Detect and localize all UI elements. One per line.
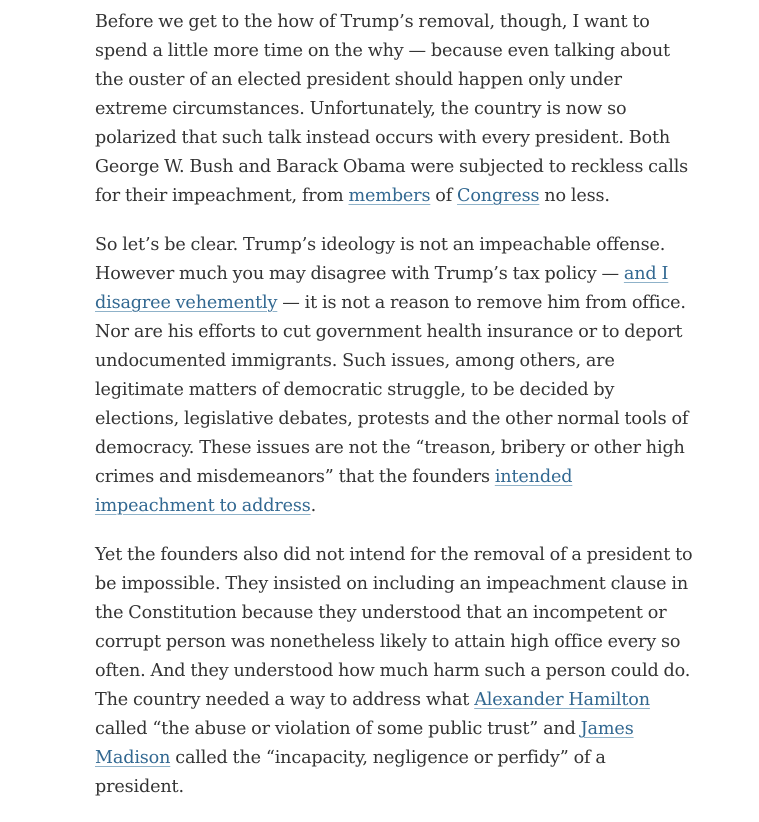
text-run: of bbox=[430, 186, 458, 206]
text-run: — it is not a reason to remove him from office. Nor are his efforts to cut government health insurance or to deport undocumented immigrants. Such issues, among others, are legitimate matters of democratic struggle, to be decided by elections, legislative debates, protests and the other normal tools of democracy. These issues are not the “treason, bribery or other high crimes and misdemeanors” that the founders bbox=[95, 293, 689, 487]
text-run: Before we get to the how of Trump’s removal, though, I want to spend a little more time on the why — because even talking about the ouster of an elected president should happen only under extreme circumstances. Unfortunately, the country is now so polarized that such talk instead occurs with every president. Both George W. Bush and Barack Obama were subjected to reckless calls for their impeachment, from bbox=[95, 12, 689, 206]
link-james-madison[interactable]: James Madison bbox=[95, 719, 634, 768]
text-run: Yet the founders also did not intend for the removal of a president to be impossible. They insisted on including an impeachment clause in the Constitution because they understood that an incompetent or corrupt person was nonetheless likely to attain high office every so often. And they understood how much harm such a person could do. The country needed a way to address what bbox=[95, 545, 693, 710]
link-congress[interactable]: Congress bbox=[457, 186, 540, 206]
text-run: no less. bbox=[539, 186, 610, 206]
link-members[interactable]: members bbox=[348, 186, 431, 206]
text-run: So let’s be clear. Trump’s ideology is not an impeachable offense. However much you may disagree with Trump’s tax policy — bbox=[95, 235, 666, 284]
article-body bbox=[95, 8, 695, 822]
paragraph-1 bbox=[95, 8, 695, 211]
link-and-i-disagree-vehemently[interactable]: and I disagree vehemently bbox=[95, 264, 669, 313]
text-run: . bbox=[310, 496, 317, 516]
paragraph-3 bbox=[95, 541, 695, 802]
text-run: called the “incapacity, negligence or perfidy” of a president. bbox=[95, 748, 606, 797]
text-run: called “the abuse or violation of some public trust” and bbox=[95, 719, 581, 739]
link-alexander-hamilton[interactable]: Alexander Hamilton bbox=[474, 690, 650, 710]
paragraph-2 bbox=[95, 231, 695, 521]
link-intended-impeachment[interactable]: intended impeachment to address bbox=[95, 467, 573, 516]
